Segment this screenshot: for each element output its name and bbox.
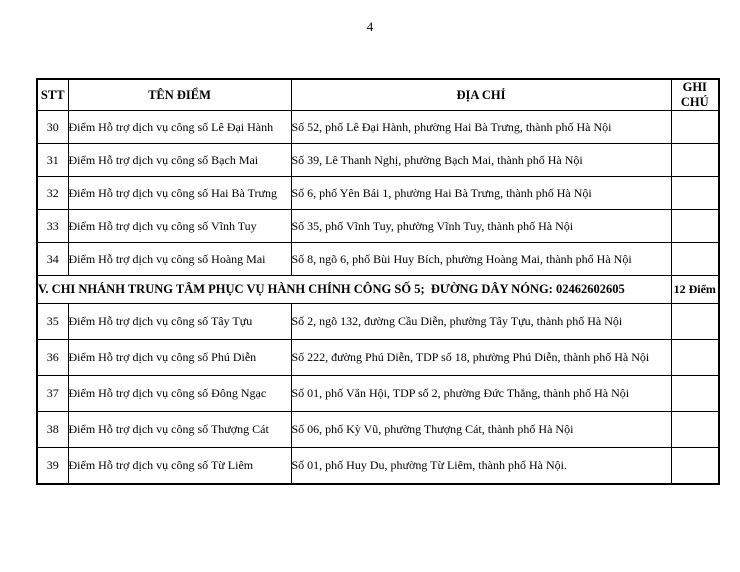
point-name: Điểm Hỗ trợ dịch vụ công số Lê Đại Hành [68, 111, 291, 144]
table-row [37, 243, 719, 276]
table-body [37, 111, 719, 484]
section-row [37, 276, 719, 304]
row-note [671, 144, 719, 177]
table-row [37, 177, 719, 210]
point-name: Điểm Hỗ trợ dịch vụ công số Phú Diễn [68, 340, 291, 376]
row-number: 33 [37, 210, 68, 243]
header-ten-diem: TÊN ĐIỂM [68, 79, 291, 111]
point-address: Số 01, phố Huy Du, phường Từ Liêm, thành phố Hà Nội. [291, 448, 671, 484]
row-number: 34 [37, 243, 68, 276]
section-note: 12 Điểm [671, 276, 719, 304]
table-row [37, 304, 719, 340]
point-name: Điểm Hỗ trợ dịch vụ công số Tây Tựu [68, 304, 291, 340]
row-note [671, 210, 719, 243]
point-address: Số 52, phố Lê Đại Hành, phường Hai Bà Trưng, thành phố Hà Nội [291, 111, 671, 144]
header-stt: STT [37, 79, 68, 111]
row-number: 38 [37, 412, 68, 448]
row-number: 31 [37, 144, 68, 177]
row-note [671, 412, 719, 448]
table-row [37, 144, 719, 177]
point-address: Số 2, ngõ 132, đường Cầu Diễn, phường Tây Tựu, thành phố Hà Nội [291, 304, 671, 340]
row-note [671, 376, 719, 412]
point-address: Số 222, đường Phú Diễn, TDP số 18, phường Phú Diễn, thành phố Hà Nội [291, 340, 671, 376]
table-row [37, 448, 719, 484]
row-note [671, 243, 719, 276]
header-dia-chi: ĐỊA CHỈ [291, 79, 671, 111]
row-number: 32 [37, 177, 68, 210]
point-address: Số 6, phố Yên Bái 1, phường Hai Bà Trưng, thành phố Hà Nội [291, 177, 671, 210]
page-number: 4 [366, 19, 374, 34]
header-ghi-chu: GHI CHÚ [671, 79, 719, 111]
point-name: Điểm Hỗ trợ dịch vụ công số Từ Liêm [68, 448, 291, 484]
table-row [37, 210, 719, 243]
row-number: 37 [37, 376, 68, 412]
point-address: Số 35, phố Vĩnh Tuy, phường Vĩnh Tuy, thành phố Hà Nội [291, 210, 671, 243]
row-number: 39 [37, 448, 68, 484]
row-note [671, 304, 719, 340]
point-name: Điểm Hỗ trợ dịch vụ công số Thượng Cát [68, 412, 291, 448]
row-note [671, 340, 719, 376]
point-name: Điểm Hỗ trợ dịch vụ công số Hoàng Mai [68, 243, 291, 276]
point-name: Điểm Hỗ trợ dịch vụ công số Bạch Mai [68, 144, 291, 177]
row-number: 36 [37, 340, 68, 376]
row-number: 30 [37, 111, 68, 144]
table-header [37, 79, 719, 111]
point-name: Điểm Hỗ trợ dịch vụ công số Vĩnh Tuy [68, 210, 291, 243]
table-row [37, 412, 719, 448]
table-row [37, 376, 719, 412]
point-address: Số 06, phố Kỳ Vũ, phường Thượng Cát, thành phố Hà Nội [291, 412, 671, 448]
row-note [671, 177, 719, 210]
point-address: Số 01, phố Văn Hội, TDP số 2, phường Đức Thắng, thành phố Hà Nội [291, 376, 671, 412]
table-row [37, 340, 719, 376]
point-name: Điểm Hỗ trợ dịch vụ công số Đông Ngạc [68, 376, 291, 412]
table-row [37, 111, 719, 144]
row-note [671, 448, 719, 484]
point-address: Số 39, Lê Thanh Nghị, phường Bạch Mai, thành phố Hà Nội [291, 144, 671, 177]
point-address: Số 8, ngõ 6, phố Bùi Huy Bích, phường Hoàng Mai, thành phố Hà Nội [291, 243, 671, 276]
service-points-table [36, 78, 720, 485]
row-number: 35 [37, 304, 68, 340]
point-name: Điểm Hỗ trợ dịch vụ công số Hai Bà Trưng [68, 177, 291, 210]
header-row [37, 79, 719, 111]
row-note [671, 111, 719, 144]
section-title: V. CHI NHÁNH TRUNG TÂM PHỤC VỤ HÀNH CHÍNH CÔNG SỐ 5; ĐƯỜNG DÂY NÓNG: 02462602605 [37, 276, 671, 304]
